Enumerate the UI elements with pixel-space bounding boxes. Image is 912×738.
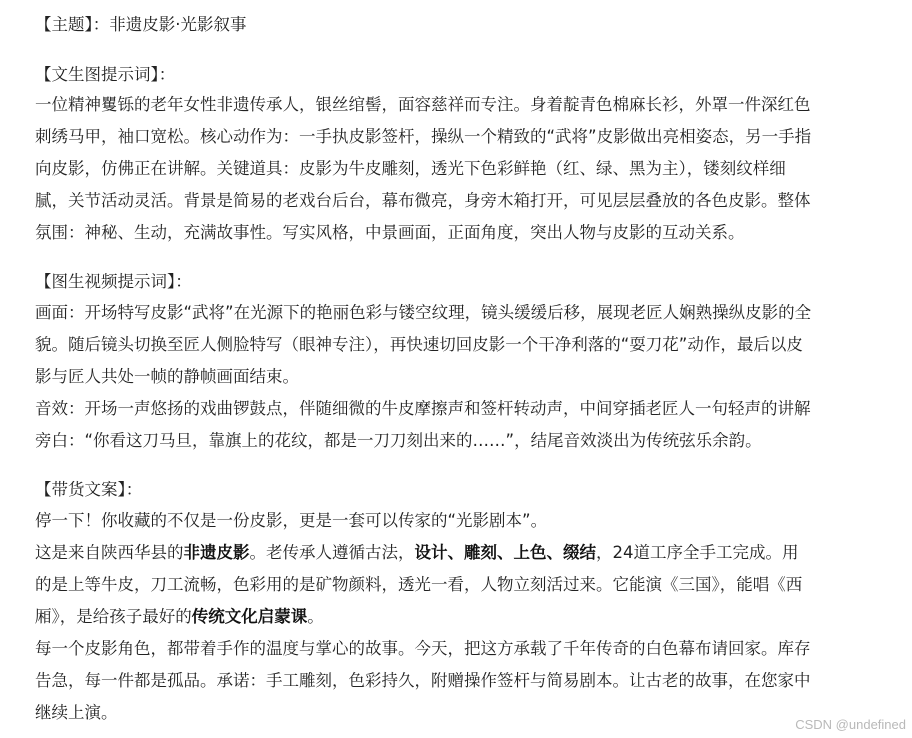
i2v-line: 貌。随后镜头切换至匠人侧脸特写（眼神专注），再快速切回皮影一个干净利落的“耍刀花”动作，最后以皮 <box>35 335 803 354</box>
copy-header: 【带货文案】： <box>35 480 143 499</box>
copy-text: 厢》，是给孩子最好的 <box>35 607 192 626</box>
t2i-line: 腻，关节活动灵活。背景是简易的老戏台后台，幕布微亮，身旁木箱打开，可见层层叠放的各色皮影。整体 <box>35 191 811 210</box>
copy-bold-text: 传统文化启蒙课 <box>191 607 308 626</box>
csdn-watermark: CSDN @undefined <box>795 717 906 732</box>
topic-header: 【主题】： <box>35 15 110 34</box>
copy-text: 这是来自陕西华县的 <box>35 543 184 562</box>
copy-bold-text: 设计、雕刻、上色、缀结 <box>414 543 596 562</box>
i2v-line: 音效：开场一声悠扬的戏曲锣鼓点，伴随细微的牛皮摩擦声和签杆转动声，中间穿插老匠人一句轻声的讲解 <box>35 399 811 418</box>
i2v-line: 旁白：“你看这刀马旦，靠旗上的花纹，都是一刀刀刻出来的……”，结尾音效淡出为传统弦乐余韵。 <box>35 431 762 450</box>
copy-line: 继续上演。 <box>35 703 118 722</box>
copy-line: 停一下！你收藏的不仅是一份皮影，更是一套可以传家的“光影剧本”。 <box>35 511 548 530</box>
t2i-line: 氛围：神秘、生动，充满故事性。写实风格，中景画面，正面角度，突出人物与皮影的互动关系。 <box>35 223 745 242</box>
i2v-line: 画面：开场特写皮影“武将”在光源下的艳丽色彩与镂空纹理，镜头缓缓后移，展现老匠人娴熟操纵皮影的全 <box>35 303 812 322</box>
copy-line <box>35 539 799 567</box>
t2i-line: 一位精神矍铄的老年女性非遗传承人，银丝绾髻，面容慈祥而专注。身着靛青色棉麻长衫，外罩一件深红色 <box>35 95 811 114</box>
t2i-header: 【文生图提示词】： <box>35 65 176 84</box>
topic-line <box>35 11 247 39</box>
copy-line <box>35 603 324 631</box>
copy-text: ，24道工序全手工完成。用 <box>596 543 799 562</box>
copy-text: 。老传承人遵循古法， <box>249 543 415 562</box>
copy-text: 。 <box>307 607 324 626</box>
t2i-line: 刺绣马甲，袖口宽松。核心动作为：一手执皮影签杆，操纵一个精致的“武将”皮影做出亮相姿态，另一手指 <box>35 127 812 146</box>
topic-value: 非遗皮影·光影叙事 <box>109 15 247 34</box>
copy-line: 告急，每一件都是孤品。承诺：手工雕刻，色彩持久，附赠操作签杆与简易剧本。让古老的故事，在您家中 <box>35 671 811 690</box>
i2v-line: 影与匠人共处一帧的静帧画面结束。 <box>35 367 299 386</box>
t2i-line: 向皮影，仿佛正在讲解。关键道具：皮影为牛皮雕刻，透光下色彩鲜艳（红、绿、黑为主），镂刻纹样细 <box>35 159 786 178</box>
copy-line: 的是上等牛皮，刀工流畅，色彩用的是矿物颜料，透光一看，人物立刻活过来。它能演《三国》，能唱《西 <box>35 575 803 594</box>
copy-line: 每一个皮影角色，都带着手作的温度与掌心的故事。今天，把这方承载了千年传奇的白色幕布请回家。库存 <box>35 639 811 658</box>
i2v-header: 【图生视频提示词】： <box>35 272 192 291</box>
copy-bold-text: 非遗皮影 <box>183 543 250 562</box>
